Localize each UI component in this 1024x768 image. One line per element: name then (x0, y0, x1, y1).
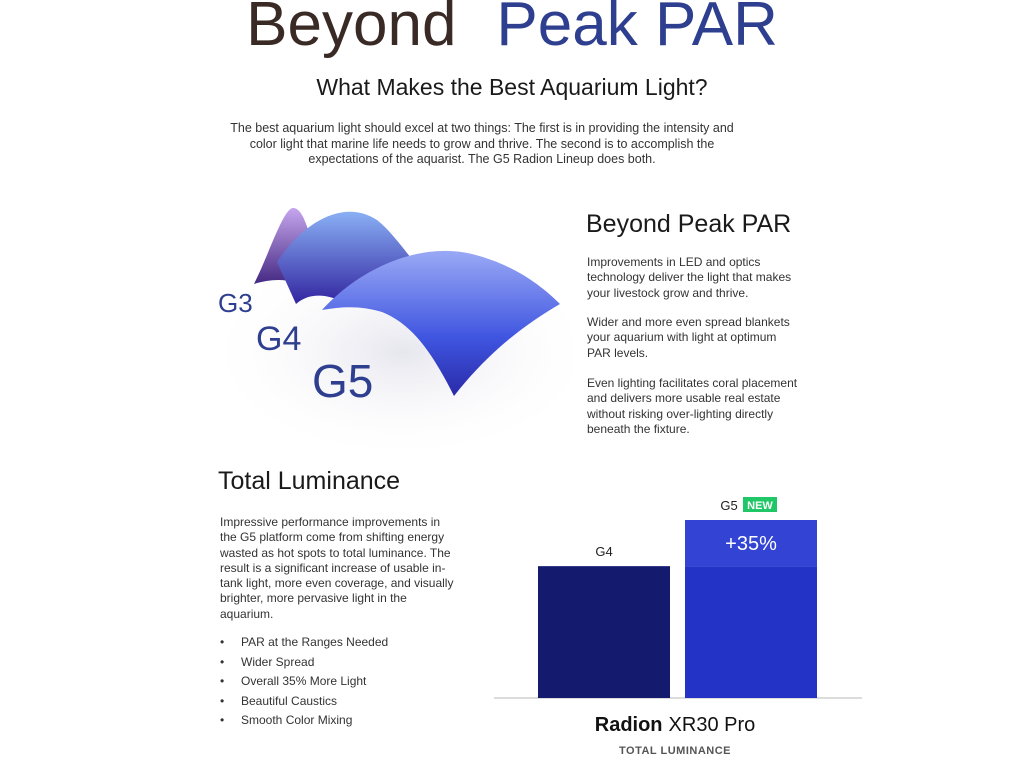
chart-subtitle: TOTAL LUMINANCE (619, 745, 731, 757)
feature-label: Wider Spread (241, 654, 315, 669)
feature-list-item: • Overall 35% More Light (220, 674, 367, 688)
par-paragraph-2: Wider and more even spread blankets your aquarium with light at optimum PAR levels. (587, 315, 790, 360)
page-subheading: What Makes the Best Aquarium Light? (316, 74, 708, 100)
feature-label: Overall 35% More Light (241, 674, 367, 688)
chart-title (480, 714, 870, 737)
feature-label: Smooth Color Mixing (241, 713, 353, 727)
chart-title-brand: Radion (594, 714, 663, 736)
luminance-section-title: Total Luminance (218, 467, 401, 495)
hero-title (0, 0, 1024, 60)
new-badge-label: NEW (747, 500, 773, 512)
feature-label: PAR at the Ranges Needed (241, 635, 389, 649)
luminance-bar-chart (480, 488, 870, 706)
par-paragraph-3: Even lighting facilitates coral placement and delivers more usable real estate without risking over-lighting directly beneath the fixture. (587, 376, 798, 436)
chart-title-model: XR30 Pro (668, 714, 756, 736)
feature-list-item: • Smooth Color Mixing (220, 713, 353, 727)
feature-list-item: • Beautiful Caustics (220, 693, 338, 708)
hero-title-part2: Peak PAR (496, 0, 778, 59)
feature-list-item: • PAR at the Ranges Needed (220, 635, 389, 649)
wave-illustration (172, 192, 572, 460)
feature-list-item: • Wider Spread (220, 654, 315, 669)
bar-category-label: G4 (595, 544, 613, 560)
par-section-title: Beyond Peak PAR (586, 210, 792, 238)
hero-title-part1: Beyond (246, 0, 457, 59)
bar-increase-label: +35% (725, 533, 777, 556)
intro-paragraph: The best aquarium light should excel at two things: The first is in providing the intensity and color light that marine life needs to grow and thrive. The second is to accomplish the expectations of the aquarist. The G5 Radion Lineup does both. (230, 121, 734, 166)
bar-g4 (538, 566, 670, 698)
bar-category-label: G5 (720, 498, 738, 513)
feature-label: Beautiful Caustics (241, 693, 338, 708)
g5-label: G5 (312, 355, 374, 407)
par-paragraph-1: Improvements in LED and optics technology deliver the light that makes your livestock grow and thrive. (587, 255, 792, 300)
g3-label: G3 (218, 288, 253, 318)
bar-g5 (685, 566, 817, 698)
g4-label: G4 (256, 320, 302, 358)
feature-list (220, 633, 388, 731)
luminance-paragraph: Impressive performance improvements in the G5 platform come from shifting energy wasted as hot spots to total luminance. The result is a significant increase of usable in-tank light, more even coverage, and visually brighter, more pervasive light in the aquarium. (220, 515, 454, 621)
